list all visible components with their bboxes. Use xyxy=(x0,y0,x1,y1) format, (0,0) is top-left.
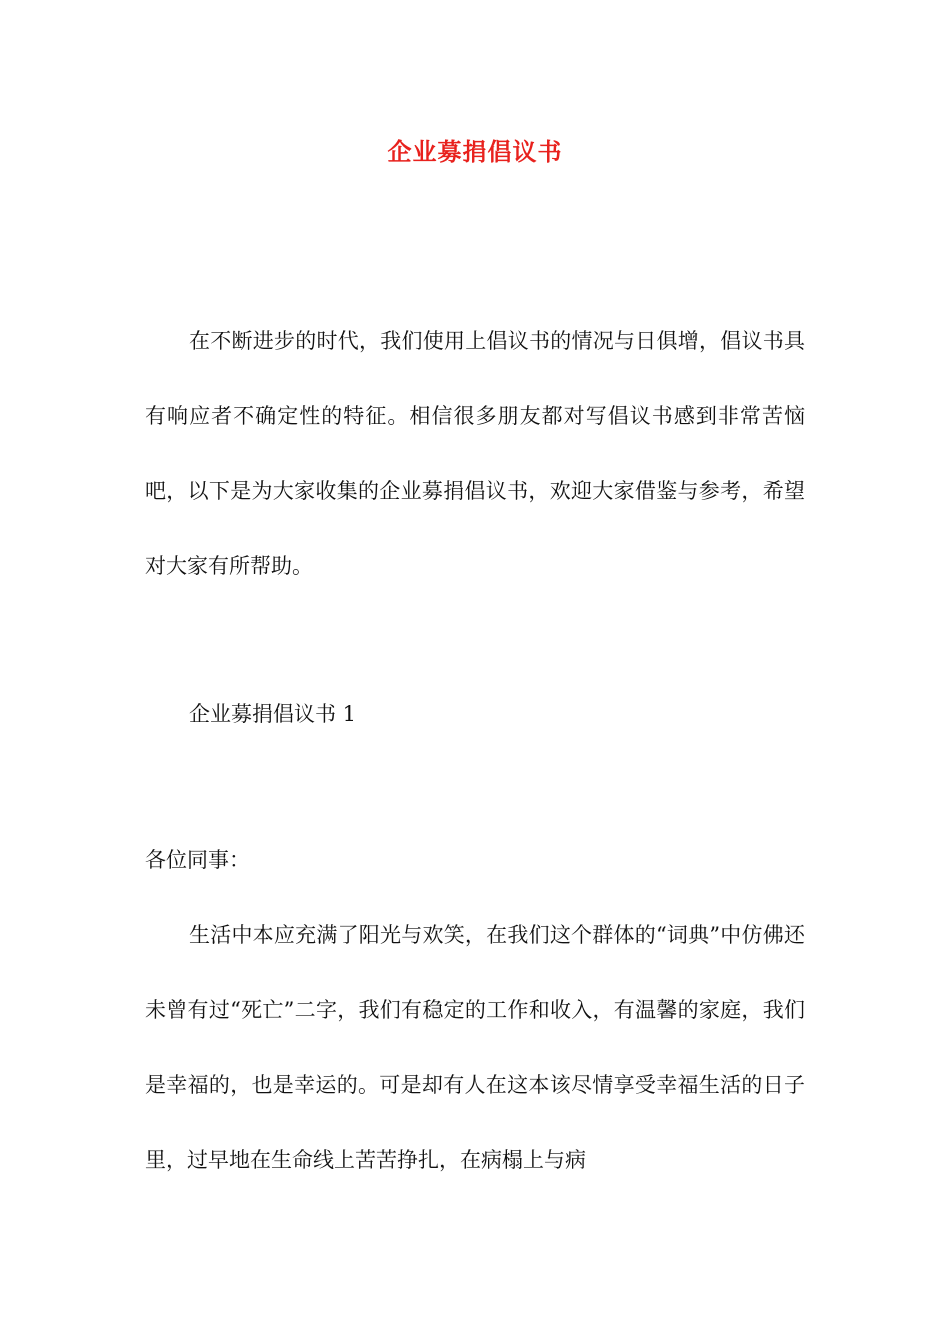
greeting-line: 各位同事： xyxy=(145,848,250,872)
section-subtitle: 企业募捐倡议书 1 xyxy=(189,702,357,726)
document-title: 企业募捐倡议书 xyxy=(387,137,563,166)
intro-paragraph: 在不断进步的时代，我们使用上倡议书的情况与日俱增，倡议书具有响应者不确定性的特征。相信很多朋友都对写倡议书感到非常苦恼吧，以下是为大家收集的企业募捐倡议书，欢迎大家借鉴与参考，希望对大家有所帮助。 xyxy=(145,329,805,578)
body-paragraph: 生活中本应充满了阳光与欢笑，在我们这个群体的“词典”中仿佛还未曾有过“死亡”二字，我们有稳定的工作和收入，有温馨的家庭，我们是幸福的，也是幸运的。可是却有人在这本该尽情享受幸福生活的日子里，过早地在生命线上苦苦挣扎，在病榻上与病 xyxy=(145,923,805,1172)
